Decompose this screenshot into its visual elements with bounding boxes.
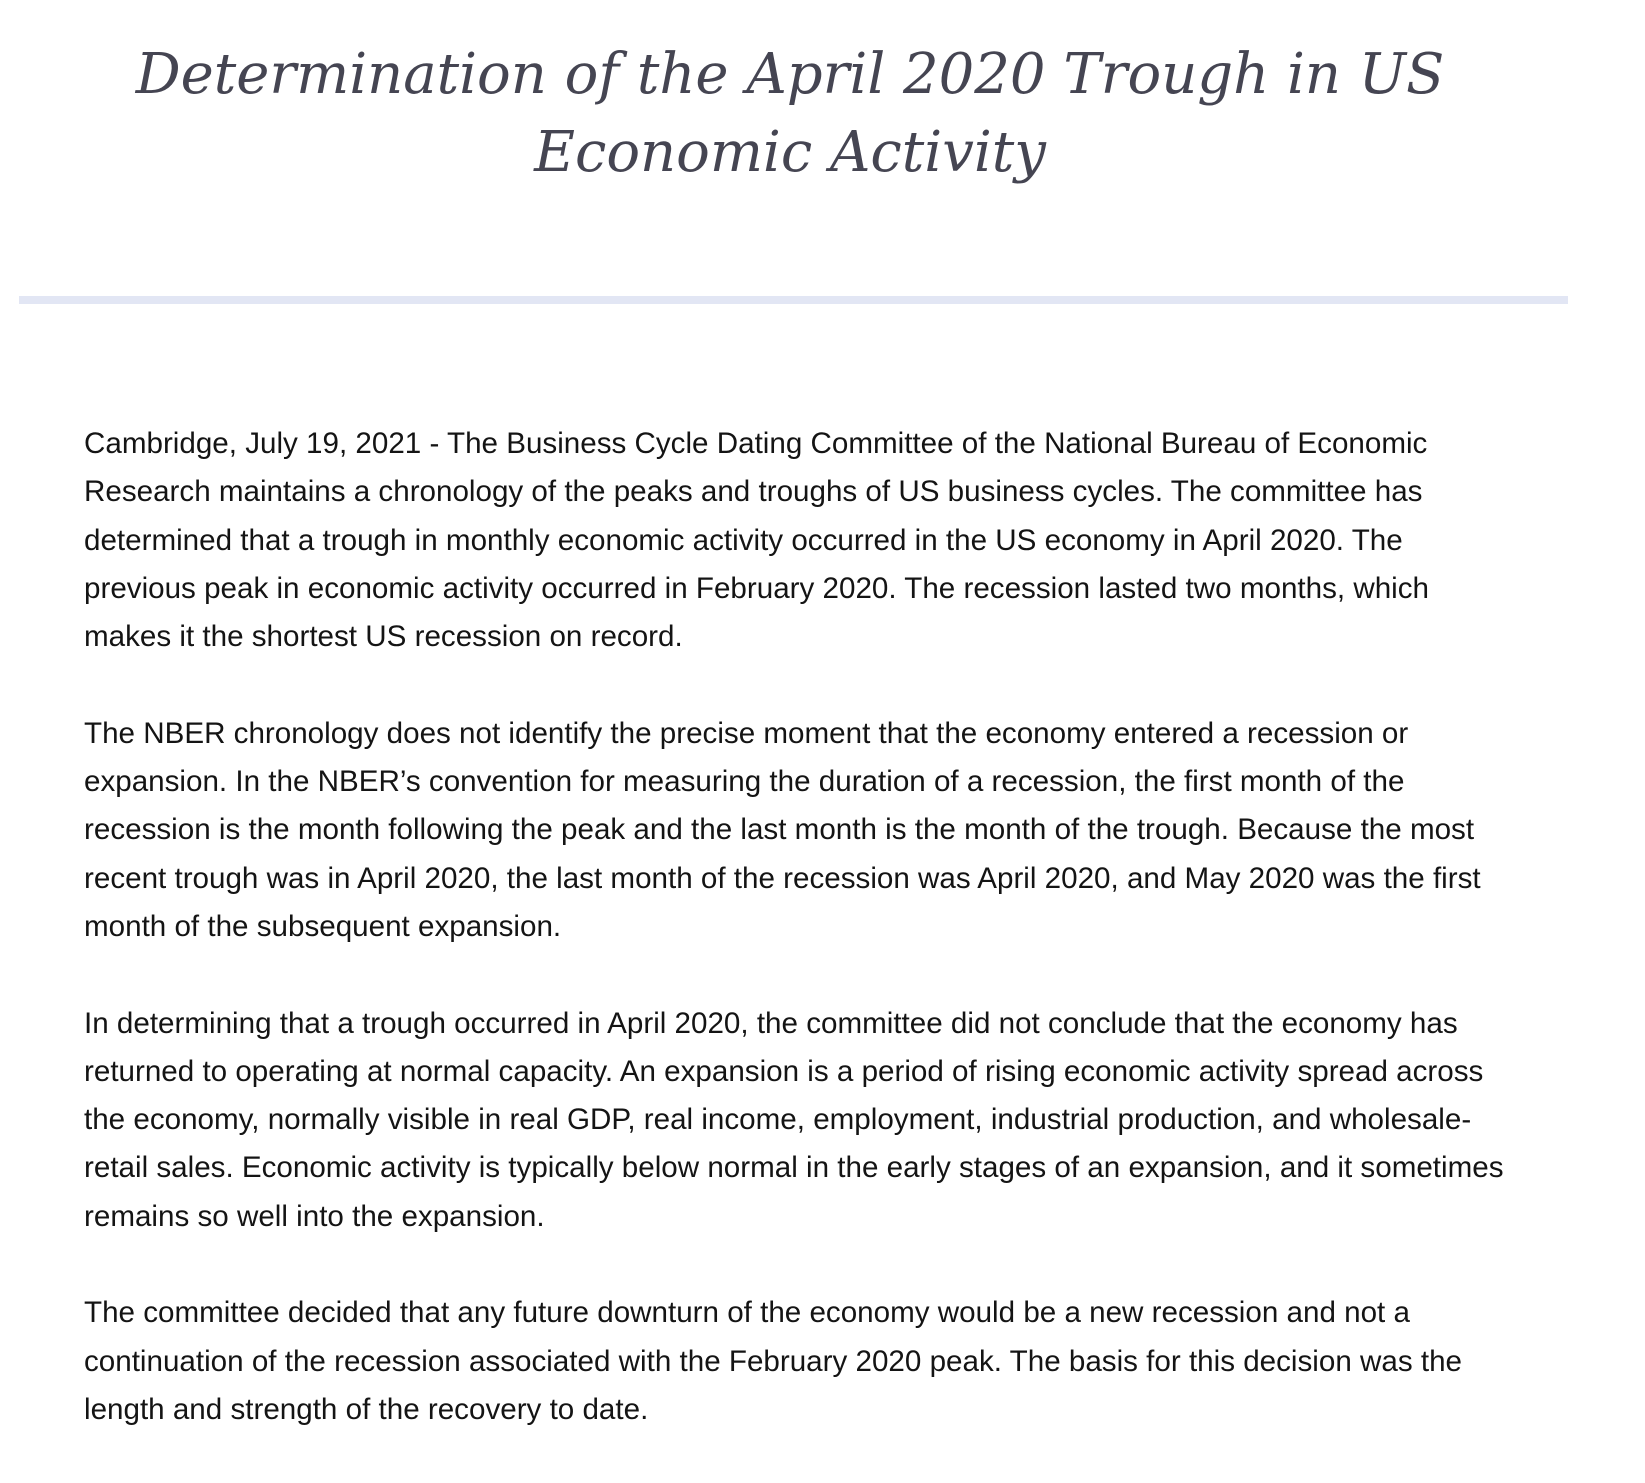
paragraph-future-downturn: The committee decided that any future downturn of the economy would be a new recession and not a continuation of the recession associated with the February 2020 peak. The basis for this decision was the length and strength of the recovery to date.	[84, 1296, 1463, 1426]
page-title: Determination of the April 2020 Trough in US Economic Activity	[135, 42, 1445, 185]
article-body	[84, 420, 1509, 1483]
title-divider	[19, 296, 1568, 304]
paragraph-announcement: Cambridge, July 19, 2021 - The Business Cycle Dating Committee of the National Bureau of Economic Research maintains a chronology of the peaks and troughs of US business cycles. The committee has determined that a trough in monthly economic activity occurred in the US economy in April 2020. The previous peak in economic activity occurred in February 2020. The recession lasted two months, which makes it the shortest US recession on record.	[84, 427, 1429, 654]
paragraph-expansion-definition: In determining that a trough occurred in April 2020, the committee did not conclude that the economy has returned to operating at normal capacity. An expansion is a period of rising economic activity spread across the economy, normally visible in real GDP, real income, employment, industrial production, and wholesale-retail sales. Economic activity is typically below normal in the early stages of an expansion, and it sometimes remains so well into the expansion.	[84, 1006, 1504, 1233]
paragraph-chronology-convention: The NBER chronology does not identify the precise moment that the economy entered a recession or expansion. In the NBER’s convention for measuring the duration of a recession, the first month of the recession is the month following the peak and the last month is the month of the trough. Because the most recent trough was in April 2020, the last month of the recession was April 2020, and May 2020 was the first month of the subsequent expansion.	[84, 716, 1481, 943]
